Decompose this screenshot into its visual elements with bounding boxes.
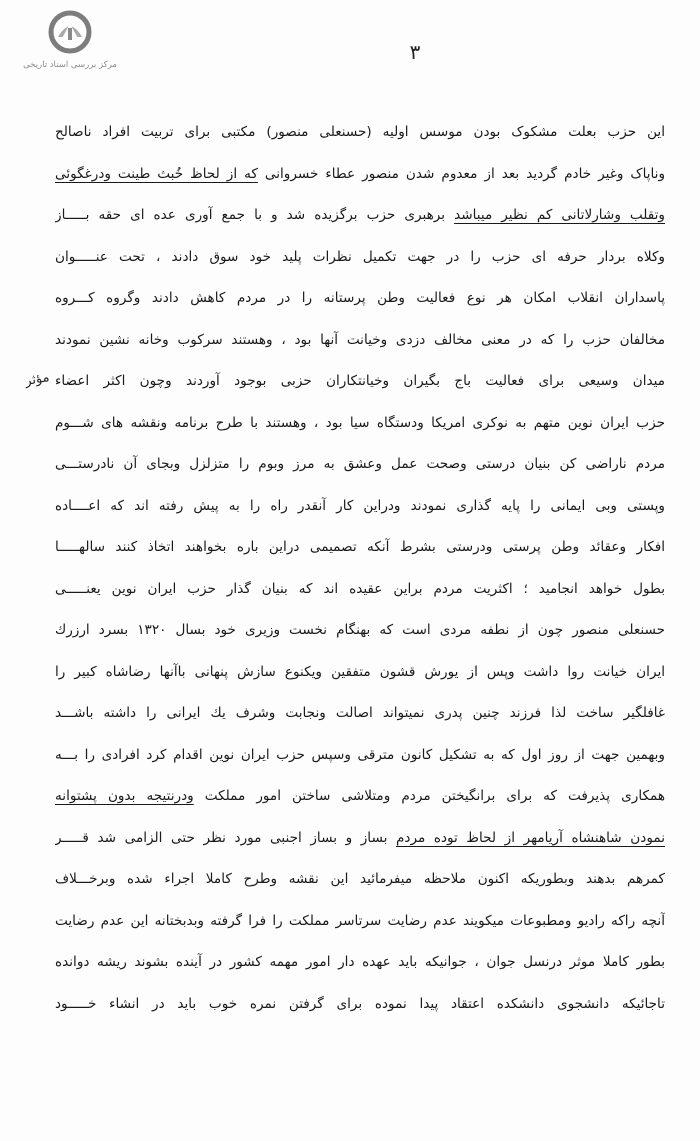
- underlined-phrase: ودرنتیجه بدون پشتوانه: [55, 788, 194, 804]
- text-line: [55, 444, 665, 486]
- text-segment: پاسداران انقلاب امکان هر نوع فعالیت وطن پرستانه را در مردم کاهش دادند وگروه کـــروه: [55, 290, 665, 306]
- text-segment: تاجائیکه دانشجوی دانشکده اعتقاد پیدا نموده برای گرفتن نمره خوب باید در انشاء خـــــود: [55, 995, 665, 1012]
- text-segment: ایران خیانت روا داشت وپس از یورش قشون متفقین ویکنوع سازش پنهانی باآنها رضاشاه کبیر را: [55, 663, 665, 680]
- underlined-phrase: نمودن شاهنشاه آریامهر از لحاظ توده مردم: [395, 829, 665, 846]
- margin-note: مؤثر: [23, 369, 51, 390]
- page-number: ۳: [409, 40, 421, 64]
- text-segment: وناپاک وغیر خادم گردید بعد از معدوم شدن منصور عطاء خسروانی: [257, 165, 665, 182]
- text-segment: حسنعلی منصور چون از نطفه مردی است که بهنگام نخست وزیری خود بسال ۱۳۲۰ بسرد ارزرك: [55, 622, 665, 638]
- archive-logo: [10, 10, 130, 80]
- text-segment: آنچه راکه رادیو ومطبوعات میکویند عدم رضایت سرتاسر مملکت را فرا گرفته وبدبختانه این عدم رضایت: [55, 912, 665, 929]
- archive-logo-text: مرکز بررسی اسناد تاریخی: [23, 60, 117, 70]
- text-segment: بطول خواهد انجامید ؛ اکثریت مردم براین عقیده اند که بنیان گذار حزب ایران نوین یعنـــــی: [55, 580, 665, 597]
- underlined-phrase: که از لحاظ خُبث طینت ودرغگوئی: [55, 165, 258, 182]
- text-segment: افکار وعقائد وطن پرستی ودرستی بشرط آنکه تصمیمی دراین باره بخواهند اتخاذ کنند سالهـــــا: [55, 539, 665, 555]
- text-line: [55, 693, 665, 735]
- text-segment: همکاری پذیرفت که برای برانگیختن مردم ومتلاشی ساختن امور مملکت: [193, 788, 665, 804]
- text-line: [55, 486, 665, 528]
- text-segment: بساز و بساز اجنبی مورد نظر حتی الزامی شد قـــــر: [55, 829, 396, 846]
- text-segment: وکلاه بردار حرفه ای حزب را در جهت تکمیل نظرات پلید خود سوق دادند ، تحت عنـــــوان: [55, 248, 665, 265]
- text-segment: مخالفان حزب را که در معنی مخالف دزدی وخیانت آنها بود ، وهستند سرکوب وخانه نشین نمودند: [55, 331, 665, 348]
- text-line: [55, 278, 665, 320]
- text-line: [55, 735, 665, 777]
- text-segment: حزب ایران نوین متهم به نوکری امریکا ودستگاه سیا بود ، وهستند با طرح برنامه ونقشه های شـــوم: [55, 414, 665, 431]
- text-segment: مردم ناراضی کن بنیان درستی وصحت عمل وعشق به مرز وبوم را متزلزل وبجای آن نادرستـــی: [55, 456, 665, 472]
- text-segment: برهبری حزب برگزیده شد و با جمع آوری عده ای حقه بـــــاز: [55, 207, 455, 223]
- text-line: [55, 776, 665, 818]
- text-line: [55, 154, 665, 196]
- text-segment: بطور کاملا موثر درنسل جوان ، جوانیکه باید عهده دار امور مهمه کشور در آینده بشوند ریشه دوانده: [55, 954, 665, 970]
- text-line: [55, 112, 665, 154]
- text-line: [55, 610, 665, 652]
- document-body: [55, 112, 665, 1025]
- text-segment: میدان وسیعی برای فعالیت باج بگیران وخیانتکاران حزبی بوجود آوردند وچون اکثر اعضاء: [55, 373, 665, 389]
- text-segment: وبهمین جهت از روز اول که به تشکیل کانون مترقی وسپس حزب ایران نوین اقدام کرد افرادی را بـــه: [55, 746, 665, 763]
- underlined-phrase: وتقلب وشارلاتانی کم نظیر میباشد: [454, 207, 665, 223]
- text-line: [55, 818, 665, 860]
- text-line: [55, 569, 665, 611]
- text-line: [55, 361, 665, 403]
- text-line: [55, 195, 665, 237]
- text-segment: کمرهم بدهند وبطوریکه اکنون ملاحظه میفرمائید این نقشه وطرح کاملا اجراء شده وبرخـــلاف: [55, 871, 665, 887]
- text-line: [55, 403, 665, 445]
- text-line: [55, 527, 665, 569]
- text-segment: وپستی وبی ایمانی را پایه گذاری نمودند ودراین کار آنقدر راه را به پیش رفته اند که اعــــاده: [55, 497, 665, 514]
- text-line: [55, 237, 665, 279]
- text-segment: این حزب بعلت مشکوک بودن موسس اولیه (حسنعلی منصور) مکتبی برای تربیت افراد ناصالح: [55, 124, 665, 140]
- archive-emblem-icon: [48, 10, 92, 54]
- text-line: [55, 942, 665, 984]
- text-line: [55, 901, 665, 943]
- text-line: [55, 652, 665, 694]
- text-line: [55, 320, 665, 362]
- text-line: [55, 859, 665, 901]
- text-segment: غافلگیر ساخت لذا فرزند چنین پدری نمیتواند اصالت ونجابت وشرف یك ایرانی را داشته باشـــد: [55, 705, 665, 721]
- text-line: [55, 984, 665, 1026]
